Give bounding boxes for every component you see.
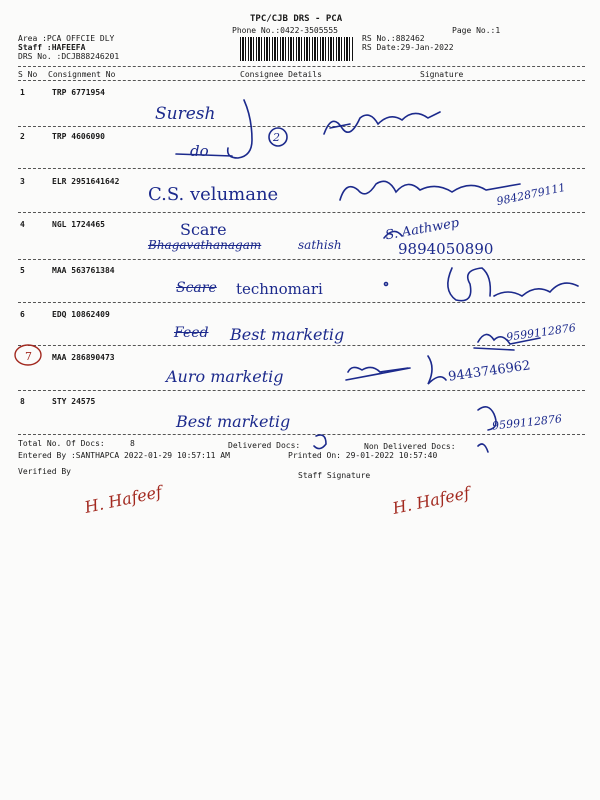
printed-on: Printed On: 29-01-2022 10:57:40 — [288, 451, 438, 460]
handwritten-signature: S. Aathwep — [384, 215, 461, 244]
column-consignment: Consignment No — [48, 70, 116, 79]
handwritten-consignee: Suresh — [155, 104, 216, 124]
signature-stroke — [346, 368, 410, 380]
signature-stroke — [228, 100, 252, 158]
struck-text: Feed — [174, 325, 209, 341]
row-consignment: TRP 6771954 — [52, 88, 105, 97]
phone-number: Phone No.:0422-3505555 — [232, 26, 338, 35]
handwritten-consignee: technomari — [236, 280, 323, 298]
handwritten-phone: 9443746962 — [447, 358, 532, 385]
total-docs-label: Total No. Of Docs: — [18, 439, 105, 448]
row-sno: 2 — [20, 132, 25, 141]
row-consignment: NGL 1724465 — [52, 220, 105, 229]
struck-text: Scare — [176, 280, 217, 296]
staff-signature-label: Staff Signature — [298, 471, 371, 480]
area-label: Area :PCA OFFCIE DLY — [18, 34, 115, 43]
divider — [18, 168, 585, 169]
handwritten-consignee: Best marketig — [176, 412, 291, 431]
row-consignment: MAA 286890473 — [52, 353, 115, 362]
verified-by-label: Verified By — [18, 467, 71, 476]
signature-stroke — [340, 181, 520, 200]
signature-stroke — [474, 348, 514, 350]
delivered-docs-label: Delivered Docs: — [228, 441, 301, 450]
handwritten-consignee: Best marketig — [230, 325, 345, 344]
handwritten-consignee: Auro marketig — [166, 367, 284, 386]
divider — [18, 302, 585, 303]
verified-signature: H. Hafeef — [82, 482, 164, 517]
row-sno: 3 — [20, 177, 25, 186]
drs-number: DRS No. :DCJB88246201 — [18, 52, 120, 61]
circled-number: 2 — [273, 131, 280, 144]
row-sno: 1 — [20, 88, 25, 97]
signature-stroke — [448, 268, 491, 301]
handwritten-consignee: C.S. velumane — [148, 184, 279, 205]
divider — [18, 80, 585, 81]
row-sno: 5 — [20, 266, 25, 275]
circled-number: 7 — [25, 350, 32, 363]
handwritten-consignee: Scare — [180, 220, 227, 239]
handwritten-phone: 9894050890 — [398, 240, 494, 258]
divider — [18, 390, 585, 391]
row-sno: 6 — [20, 310, 25, 319]
row-consignment: MAA 563761384 — [52, 266, 115, 275]
signature-stroke — [348, 367, 408, 372]
page-number: Page No.:1 — [452, 26, 501, 35]
handwritten-consignee: do — [190, 142, 209, 160]
barcode — [240, 37, 353, 61]
row-sno: 4 — [20, 220, 25, 229]
total-docs-value: 8 — [130, 439, 135, 448]
column-consignee: Consignee Details — [240, 70, 322, 79]
divider — [18, 434, 585, 435]
divider — [18, 126, 585, 127]
handwritten-consignee: sathish — [298, 238, 342, 252]
column-signature: Signature — [420, 70, 464, 79]
row-consignment: EDQ 10862409 — [52, 310, 110, 319]
entered-by: Entered By :SANTHAPCA 2022-01-29 10:57:11 AM — [18, 451, 230, 460]
divider — [18, 345, 585, 346]
handwritten-phone: 9842879111 — [495, 180, 567, 209]
row-consignment: ELR 2951641642 — [52, 177, 120, 186]
document-title: TPC/CJB DRS - PCA — [250, 14, 343, 24]
struck-text: Bhagavathanagam — [148, 238, 262, 252]
handwritten-phone: 9599112876 — [491, 412, 563, 433]
rs-date: RS Date:29-Jan-2022 — [362, 43, 454, 52]
row-consignment: TRP 4606090 — [52, 132, 105, 141]
divider — [18, 66, 585, 67]
row-sno: 8 — [20, 397, 25, 406]
staff-label: Staff :HAFEEFA — [18, 43, 86, 52]
column-sno: S No — [18, 70, 38, 79]
row-consignment: STY 24575 — [52, 397, 96, 406]
staff-signature: H. Hafeef — [390, 483, 472, 518]
signature-stroke — [324, 112, 440, 134]
rs-number: RS No.:882462 — [362, 34, 425, 43]
non-delivered-docs-label: Non Delivered Docs: — [364, 442, 456, 451]
dot-mark — [385, 283, 388, 286]
tick-mark — [314, 435, 326, 449]
divider — [18, 259, 585, 260]
tick-mark — [478, 444, 488, 452]
signature-stroke — [428, 356, 446, 384]
divider — [18, 212, 585, 213]
signature-stroke — [494, 283, 578, 296]
handwritten-phone: 9599112876 — [505, 321, 577, 344]
